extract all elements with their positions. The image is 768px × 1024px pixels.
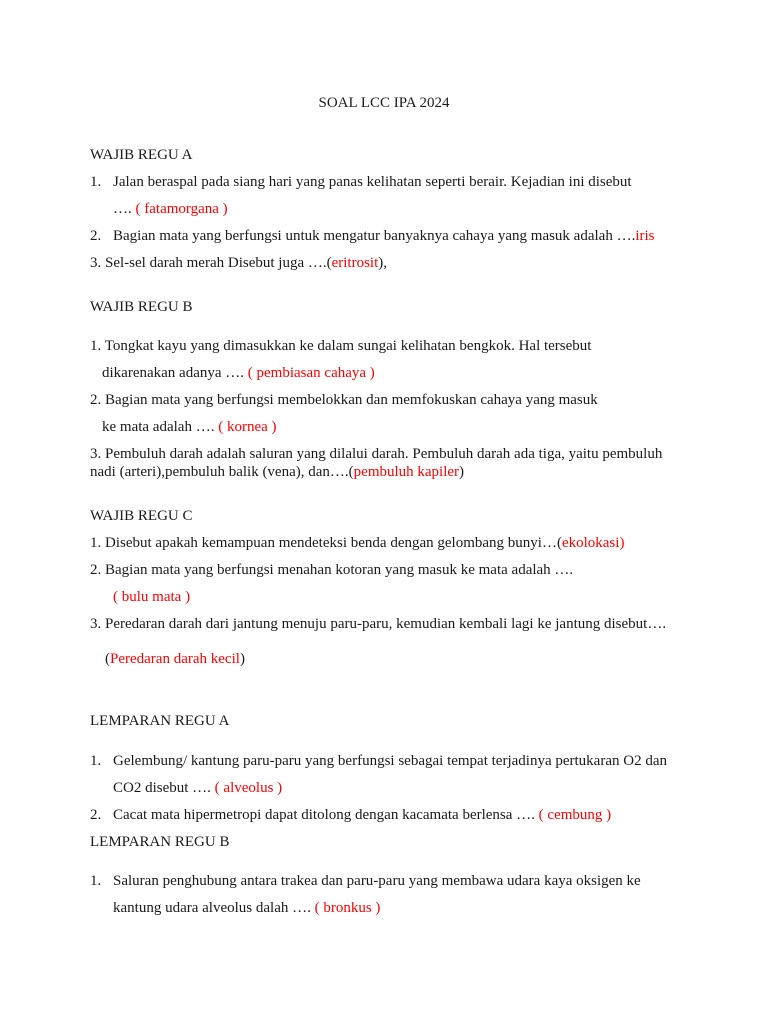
question-text: ke mata adalah ….: [102, 419, 215, 435]
question-text-suffix: ),: [378, 255, 388, 271]
answer-text: ( fatamorgana ): [135, 201, 228, 217]
answer-text: ( alveolus ): [214, 780, 283, 796]
question-number: 1.: [90, 873, 102, 889]
question-text: CO2 disebut ….: [113, 780, 211, 796]
document-title: SOAL LCC IPA 2024: [318, 95, 450, 111]
question-text: dikarenakan adanya ….: [102, 365, 245, 381]
answer-text: Peredaran darah kecil: [110, 651, 240, 667]
answer-text: ( pembiasan cahaya ): [247, 365, 375, 381]
question-text: 1. Disebut apakah kemampuan mendeteksi benda dengan gelombang bunyi…(: [90, 535, 562, 551]
answer-text: ( cembung ): [538, 807, 612, 823]
answer-text: ( kornea ): [218, 419, 277, 435]
question-text: Gelembung/ kantung paru-paru yang berfungsi sebagai tempat terjadinya pertukaran O2 dan: [113, 753, 667, 769]
question-number: 2.: [90, 228, 102, 244]
answer-text: ( bronkus ): [314, 900, 381, 916]
question-text: Jalan beraspal pada siang hari yang panas kelihatan seperti berair. Kejadian ini disebut: [113, 174, 632, 190]
question-text: Bagian mata yang berfungsi untuk mengatur banyaknya cahaya yang masuk adalah ….: [113, 228, 636, 244]
question-text: 2. Bagian mata yang berfungsi membelokkan dan memfokuskan cahaya yang masuk: [90, 392, 598, 408]
question-text-prefix: (: [105, 651, 110, 667]
question-text: ….: [113, 201, 132, 217]
answer-text: ekolokasi): [561, 535, 625, 551]
question-line: [113, 779, 282, 797]
question-line: [102, 364, 375, 382]
question-text: kantung udara alveolus dalah ….: [113, 900, 311, 916]
section-heading-lemparan-b: LEMPARAN REGU B: [90, 834, 230, 850]
section-heading-lemparan-a: LEMPARAN REGU A: [90, 713, 230, 729]
question-text: 1. Tongkat kayu yang dimasukkan ke dalam sungai kelihatan bengkok. Hal tersebut: [90, 338, 592, 354]
question-text: 3. Peredaran darah dari jantung menuju paru-paru, kemudian kembali lagi ke jantung disebut….: [90, 616, 667, 632]
question-line: [102, 418, 277, 436]
answer-text: pembuluh kapiler: [353, 464, 460, 480]
question-text: nadi (arteri),pembuluh balik (vena), dan….(: [90, 464, 354, 480]
question-line: [113, 227, 655, 245]
section-heading-wajib-c: WAJIB REGU C: [90, 508, 193, 524]
question-number: 1.: [90, 174, 102, 190]
question-number: 2.: [90, 807, 102, 823]
question-line: [113, 899, 380, 917]
question-continuation: [113, 200, 228, 218]
question-line: [90, 463, 464, 481]
section-heading-wajib-a: WAJIB REGU A: [90, 147, 193, 163]
question-line: [90, 254, 387, 272]
question-text-suffix: ): [239, 651, 245, 667]
question-text: 3. Sel-sel darah merah Disebut juga ….(: [90, 255, 332, 271]
section-heading-wajib-b: WAJIB REGU B: [90, 299, 193, 315]
question-text: 2. Bagian mata yang berfungsi menahan kotoran yang masuk ke mata adalah ….: [90, 562, 574, 578]
question-line: [113, 806, 611, 824]
answer-text: eritrosit: [331, 255, 379, 271]
question-text: Saluran penghubung antara trakea dan paru-paru yang membawa udara kaya oksigen ke: [113, 873, 641, 889]
question-text: 3. Pembuluh darah adalah saluran yang dilalui darah. Pembuluh darah ada tiga, yaitu pembuluh: [90, 446, 663, 462]
question-text: Cacat mata hipermetropi dapat ditolong dengan kacamata berlensa ….: [113, 807, 535, 823]
question-text-suffix: ): [459, 464, 465, 480]
answer-text: iris: [635, 228, 655, 244]
question-line: [105, 650, 245, 668]
question-number: 1.: [90, 753, 102, 769]
answer-text: ( bulu mata ): [113, 589, 191, 605]
question-line: [90, 534, 624, 552]
